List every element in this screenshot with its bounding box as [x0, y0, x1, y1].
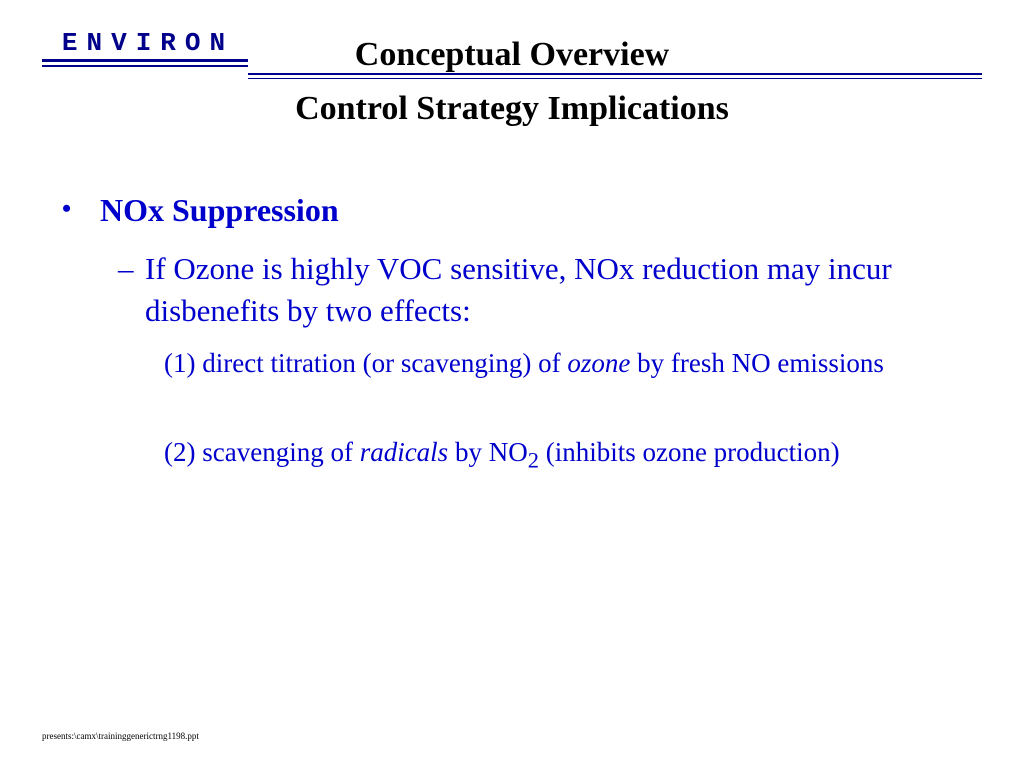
- bullet-heading: NOx Suppression: [100, 192, 339, 228]
- effect-text: by fresh NO emissions: [637, 348, 884, 378]
- sub-bullet-voc-sensitive: [118, 248, 968, 332]
- slide-title-line1: Conceptual Overview: [354, 36, 670, 73]
- slide-title-line2: Control Strategy Implications: [295, 90, 729, 127]
- effect-text: direct titration (or scavenging) of: [202, 348, 561, 378]
- effect-italic: radicals: [359, 437, 449, 467]
- subscript: 2: [527, 447, 539, 473]
- sub-bullet-text: If Ozone is highly VOC sensitive, NOx reduction may incur disbenefits by two effects:: [145, 251, 892, 328]
- effect-number: (1): [164, 348, 196, 378]
- effect-italic: ozone: [567, 348, 631, 378]
- effect-item-2: [164, 432, 989, 480]
- logo-text: ENVIRON: [61, 28, 235, 58]
- dash-icon: –: [118, 251, 134, 286]
- bullet-icon: •: [62, 194, 72, 223]
- effect-text: scavenging of: [202, 437, 353, 467]
- effect-number: (2): [164, 437, 196, 467]
- effect-text: (inhibits ozone production): [545, 437, 840, 467]
- effect-text: by NO: [454, 437, 528, 467]
- effect-item-1: [164, 343, 989, 383]
- footer-file-path: presents:\camx\traininggenerictrng1198.ppt: [42, 731, 199, 741]
- bullet-nox-suppression: [62, 192, 339, 229]
